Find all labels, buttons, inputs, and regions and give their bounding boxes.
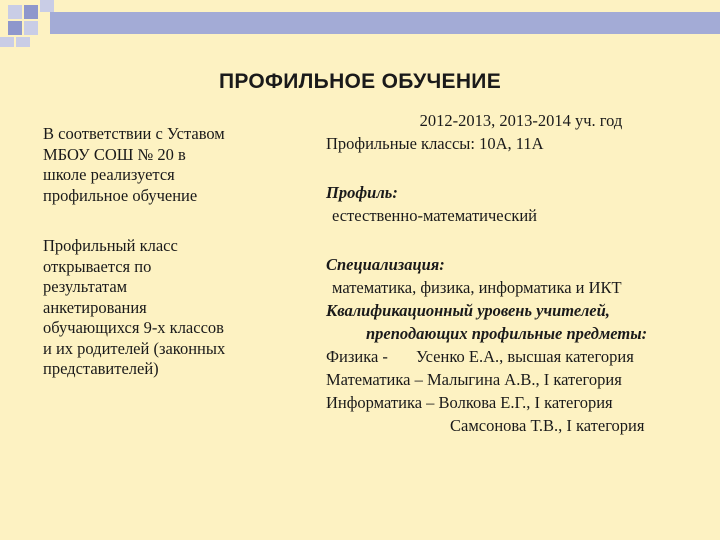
deco-square-1 [8, 5, 22, 19]
teacher-physics [326, 345, 716, 368]
profile-value: естественно-математический [332, 206, 538, 225]
qualification-label: Квалификационный уровень учителей, [326, 301, 610, 320]
teacher-subject: Физика - [326, 347, 388, 366]
text-line: представителей) [43, 359, 159, 378]
text-line: Профильный класс [43, 236, 178, 255]
teacher-informatics-2: Самсонова Т.В., I категория [450, 416, 645, 435]
deco-square-6 [0, 37, 14, 47]
left-column [43, 124, 293, 380]
teacher-informatics: Информатика – Волкова Е.Г., I категория [326, 393, 613, 412]
profile-classes: Профильные классы: 10А, 11А [326, 134, 544, 153]
deco-square-7 [16, 37, 30, 47]
school-year: 2012-2013, 2013-2014 уч. год [419, 111, 623, 130]
deco-square-2 [24, 5, 38, 19]
text-line: результатам [43, 277, 128, 296]
qualification-label-cont: преподающих профильные предметы: [366, 324, 648, 343]
paragraph-class-opening [43, 236, 293, 380]
teacher-math: Математика – Малыгина А.В., I категория [326, 370, 622, 389]
text-line: открывается по [43, 256, 152, 276]
teacher-name: Усенко Е.А., высшая категория [415, 347, 634, 366]
deco-square-4 [8, 21, 22, 35]
text-line: школе реализуется [43, 165, 175, 184]
specialization-label: Специализация: [326, 255, 445, 274]
header-accent-bar [50, 12, 720, 34]
profile-label: Профиль: [326, 183, 398, 202]
deco-square-3 [40, 0, 54, 12]
text-line: анкетирования [43, 297, 147, 317]
specialization-value: математика, физика, информатика и ИКТ [332, 278, 622, 297]
text-line: и их родителей (законных [43, 338, 226, 358]
text-line: МБОУ СОШ № 20 в [43, 144, 186, 164]
slide-title-text: ПРОФИЛЬНОЕ ОБУЧЕНИЕ [218, 70, 502, 93]
text-line: профильное обучение [43, 185, 198, 205]
right-column [326, 109, 716, 437]
deco-square-5 [24, 21, 38, 35]
text-line: обучающихся 9-х классов [43, 318, 224, 337]
slide-title [0, 70, 720, 94]
paragraph-charter [43, 124, 293, 206]
text-line: В соответствии с Уставом [43, 124, 225, 143]
